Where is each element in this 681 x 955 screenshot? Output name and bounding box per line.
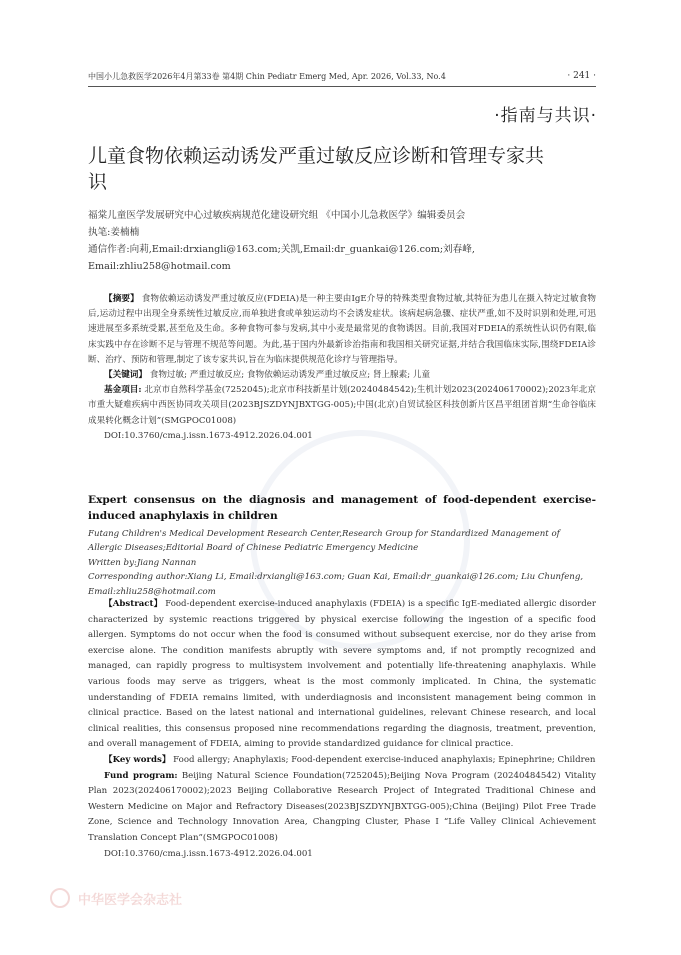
- author-group: 福棠儿童医学发展研究中心过敏疾病规范化建设研究组 《中国小儿急救医学》编辑委员会: [88, 210, 466, 221]
- abstract-zh-label: 【摘要】: [104, 294, 139, 304]
- corresponding-email: Email:zhliu258@hotmail.com: [88, 261, 231, 272]
- keywords-zh-text: 食物过敏; 严重过敏反应; 食物依赖运动诱发严重过敏反应; 肾上腺素; 儿童: [149, 370, 431, 381]
- fund-zh-text: 北京市自然科学基金(7252045);北京市科技新星计划(20240484542);生机计划2023(202406170002);2023年北京市重大疑难疾病中西医协同攻关项目(2023BJSZDYNJBXTGG-005);中国(北京)自贸试验区科技创新片区昌平组团首期“生命谷临床成果转化概念计划”(SMGPOC01008): [88, 385, 596, 426]
- abstract-en-paragraph: [88, 597, 596, 753]
- fund-en: [88, 769, 596, 847]
- keywords-zh-label: 【关键词】: [104, 370, 147, 381]
- doi-zh: DOI:10.3760/cma.j.issn.1673-4912.2026.04.001: [104, 430, 313, 441]
- abstract-zh-text: 食物依赖运动诱发严重过敏反应(FDEIA)是一种主要由IgE介导的特殊类型食物过敏,其特征为患儿在摄入特定过敏食物后,运动过程中出现全身系统性过敏反应,而单独进食或单独运动均不会诱发症状。该病起病急骤、症状严重,如不及时识别和处理,可迅速进展至多系统受累,甚至危及生命。多种食物可参与发病,其中小麦是最常见的食物诱因。目前,我国对FDEIA的系统性认识仍有限,临床实践中存在诊断不足与管理不规范等问题。为此,基于国内外最新诊治指南和我国相关研究证据,并结合我国临床实际,围绕FDEIA诊断、治疗、预防和管理,制定了该专家共识,旨在为临床提供规范化诊疗与管理指导。: [88, 294, 596, 365]
- affiliation-en: Futang Children's Medical Development Research Center,Research Group for Standardized Management of Allergic Diseases;Editorial Board of Chinese Pediatric Emergency Medicine: [88, 529, 560, 554]
- publisher-logo: [50, 888, 182, 908]
- author-block-zh: [88, 207, 596, 275]
- abstract-en-text: Food-dependent exercise-induced anaphylaxis (FDEIA) is a specific IgE-mediated allergic disorder characterized by systemic reactions triggered by physical exercise following the ingestion of a specific food allergen. Symptoms do not occur when the food is consumed without subsequent exercise, nor do they arise from exercise alone. The condition manifests abruptly with severe symptoms and, if not promptly recognized and managed, can rapidly progress to multisystem involvement and potentially life-threatening anaphylaxis. While various foods may serve as triggers, wheat is the most commonly implicated. In China, the systematic understanding of FDEIA remains limited, with underdiagnosis and inconsistent management being common in clinical practice. Based on the latest national and international guidelines, relevant Chinese research, and local clinical realities, this consensus proposed nine recommendations regarding the diagnosis, treatment, prevention, and overall management of FDEIA, aiming to provide standardized guidance for clinical practice.: [88, 599, 596, 750]
- article-title-en: Expert consensus on the diagnosis and management of food-dependent exercise-induced anaphylaxis in children: [88, 494, 596, 522]
- abstract-zh-paragraph: [88, 292, 596, 368]
- running-header: [88, 71, 596, 87]
- author-block-en: [88, 527, 596, 599]
- corresponding-en: Corresponding author:Xiang Li, Email:drxiangli@163.com; Guan Kai, Email:dr_guankai@126.com; Liu Chunfeng, Email:zhliu258@hotmail.com: [88, 572, 584, 597]
- column-name: ·指南与共识·: [494, 106, 597, 126]
- fund-zh: [88, 383, 596, 429]
- abstract-zh: [88, 292, 596, 444]
- writer-en: Written by:Jiang Nannan: [88, 557, 197, 568]
- publisher-logo-text: 中华医学会杂志社: [78, 892, 183, 908]
- keywords-en-text: Food allergy; Anaphylaxis; Food-dependent exercise-induced anaphylaxis; Epinephrine; Children: [173, 754, 596, 765]
- corresponding-line: 通信作者:向莉,Email:drxiangli@163.com;关凯,Email:dr_guankai@126.com;刘春峰,: [88, 244, 475, 255]
- running-head-text: 中国小儿急救医学2026年4月第33卷 第4期 Chin Pediatr Emerg Med, Apr. 2026, Vol.33, No.4: [88, 72, 446, 81]
- article-title-zh: 儿童食物依赖运动诱发严重过敏反应诊断和管理专家共识: [88, 145, 545, 193]
- fund-en-text: Beijing Natural Science Foundation(7252045);Beijing Nova Program (20240484542) Vitality Plan 2023(202406170002);2023 Beijing Collaborative Research Project of Integrated Traditional Chinese and Western Medicine on Major and Refractory Diseases(2023BJSZDYNJBXTGG-005);China (Beijing) Pilot Free Trade Zone, Science and Technology Innovation Area, Changping Cluster, Phase I “Life Valley Clinical Achievement Translation Concept Plan”(SMGPOC01008): [88, 770, 596, 843]
- writer-line: 执笔:姜楠楠: [88, 227, 140, 238]
- fund-zh-label: 基金项目:: [104, 385, 142, 396]
- keywords-en: [88, 753, 596, 769]
- abstract-en-label: 【Abstract】: [104, 599, 163, 609]
- fund-en-label: Fund program:: [104, 770, 178, 781]
- journal-seal-icon: [50, 888, 70, 908]
- doi-en: DOI:10.3760/cma.j.issn.1673-4912.2026.04.001: [104, 848, 313, 859]
- keywords-zh: [88, 368, 596, 383]
- page-number: · 241 ·: [567, 71, 596, 81]
- keywords-en-label: 【Key words】: [104, 754, 171, 765]
- abstract-en: [88, 597, 596, 862]
